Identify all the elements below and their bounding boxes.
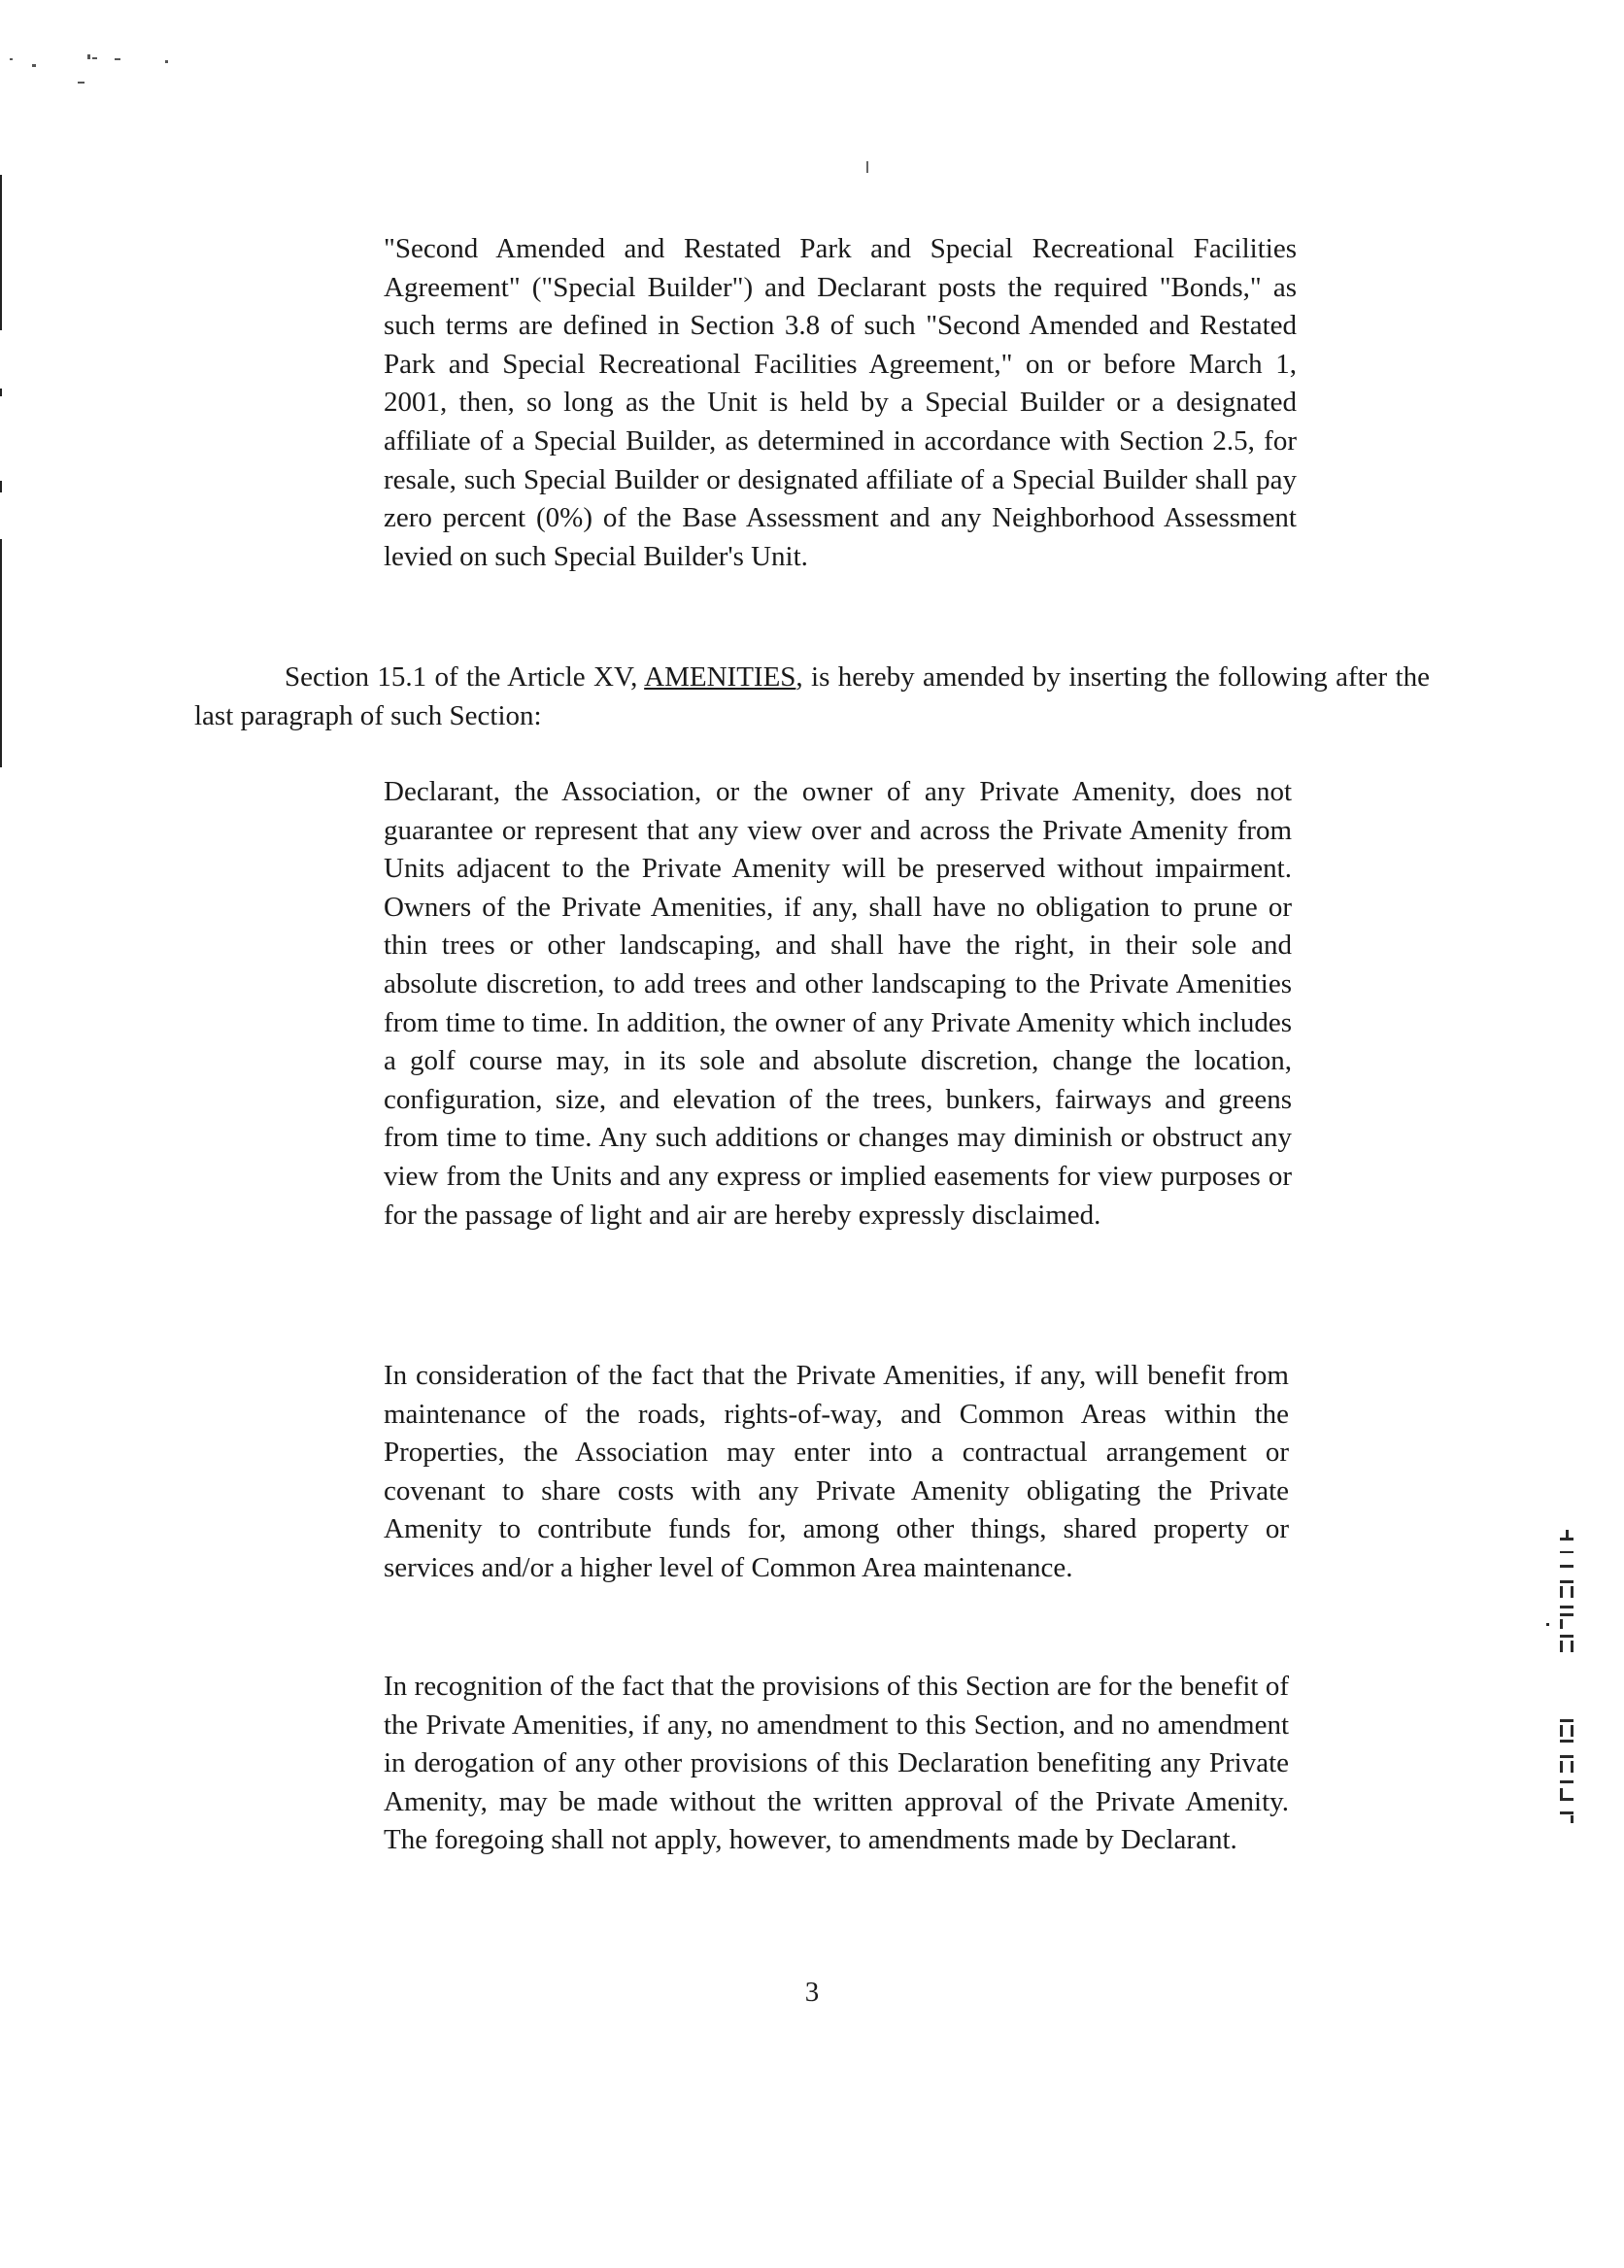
scan-margin-mark [0,175,2,330]
quoted-paragraph-1: "Second Amended and Restated Park and Special Recreational Facilities Agreement" ("Special Builder") and Declarant posts the required "Bonds," as such terms are defined in Section 3.8 of such "Second Amended and Restated Park and Special Recreational Facilities Agreement," on or before March 1, 2001, then, so long as the Unit is held by a Special Builder or a designated affiliate of a Special Builder, as determined in accordance with Section 2.5, for resale, such Special Builder or designated affiliate of a Special Builder shall pay zero percent (0%) of the Base Assessment and any Neighborhood Assessment levied on such Special Builder's Unit. [384,233,1297,572]
inserted-paragraph-amendment: In recognition of the fact that the provisions of this Section are for the benefit of the Private Amenities, if any, no amendment to this Section, and no amendment in derogation of any other provisions of this Declaration benefiting any Private Amenity, may be made without the written approval of the Private Amenity. The foregoing shall not apply, however, to amendments made by Declarant. [384,1671,1289,1856]
page-number: 3 [804,1977,820,2008]
scan-margin-mark [0,539,2,767]
recording-stamp [1546,1530,1595,2268]
scan-specks [10,47,180,95]
scan-speck [866,161,870,175]
intro-text-start: Section 15.1 of the Article XV, [285,661,645,693]
intro-text-end: , is hereby amended by inserting the following after the last paragraph of such Section: [194,661,1430,731]
inserted-paragraph-cost-sharing: In consideration of the fact that the Private Amenities, if any, will benefit from maintenance of the roads, rights-of-way, and Common Areas within the Properties, the Association may enter into a contractual arrangement or covenant to share costs with any Private Amenity obligating the Private Amenity to contribute funds for, among other things, shared property or services and/or a higher level of Common Area maintenance. [384,1360,1289,1583]
inserted-paragraph-view: Declarant, the Association, or the owner of any Private Amenity, does not guarantee or represent that any view over and across the Private Amenity from Units adjacent to the Private Amenity will be preserved without impairment. Owners of the Private Amenities, if any, shall have no obligation to prune or thin trees or other landscaping, and shall have the right, in their sole and absolute discretion, to add trees and other landscaping to the Private Amenities from time to time. In addition, the owner of any Private Amenity which includes a golf course may, in its sole and absolute discretion, change the location, configuration, size, and elevation of the trees, bunkers, fairways and greens from time to time. Any such additions or changes may diminish or obstruct any view from the Units and any express or implied easements for view purposes or for the passage of light and air are hereby expressly disclaimed. [384,776,1292,1231]
amenities-heading-ref: AMENITIES [644,661,796,693]
scan-margin-mark [0,481,2,492]
scan-margin-mark [0,389,2,396]
amendment-intro [194,659,1430,735]
